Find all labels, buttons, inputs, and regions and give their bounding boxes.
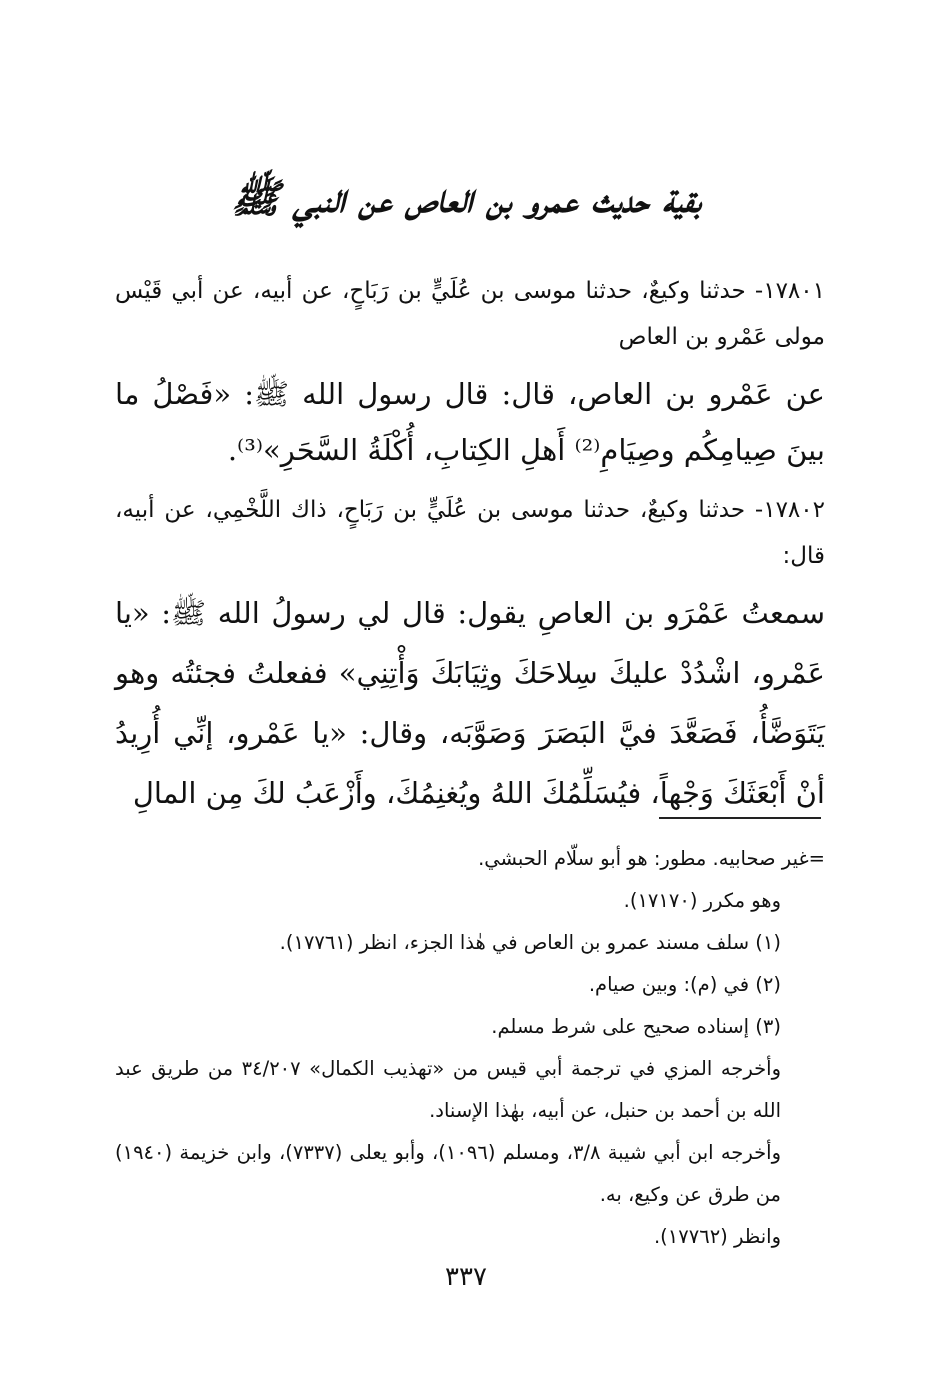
hadith-17802-text: سمعتُ عَمْرَو بن العاصِ يقول: قال لي رسولُ الله ﷺ: «يا عَمْرو، اشْدُدْ عليكَ سِلاحَكَ وثِيَابَكَ وَأْتِنِي» ففعلتُ فجئتُه وهو يَتَوَضَّأُ، فَصَعَّدَ فيَّ البَصَرَ وَصَوَّبَه، وقال: «يا عَمْرو، إنِّي أُرِيدُ أنْ أَبْعَثَكَ وَجْهاً، فيُسَلِّمُكَ اللهُ ويُغنِمُكَ، وأَزْعَبُ لكَ مِن المالِ [115,596,825,810]
footnote-separator [659,817,821,819]
footnote-paragraph-2: وأخرجه ابن أبي شيبة ٣/٨، ومسلم (١٠٩٦)، وأبو يعلى (٧٣٣٧)، وابن خزيمة (١٩٤٠) من طرق عن وكيع، به. [115,1141,781,1206]
hadith-17801-chain: ١٧٨٠١- حدثنا وكيعٌ، حدثنا موسى بن عُلَيٍّ بن رَبَاحٍ، عن أبيه، عن أبي قَيْس مولى عَمْرو بن العاص [115,278,825,350]
page-number: ٣٣٧ [445,1262,487,1292]
hadith-17802-chain: ١٧٨٠٢- حدثنا وكيعٌ، حدثنا موسى بن عُلَيٍّ بن رَبَاحٍ، ذاك اللَّخْمِي، عن أبيه، قال: [115,497,825,569]
footnote-2: (٢) في (م): وبين صيام. [588,973,781,996]
footnote-continuation: =غير صحابيه. مطور: هو أبو سلّام الحبشي. [478,847,825,870]
hadith-17801-text: عن عَمْرو بن العاص، قال: قال رسول الله ﷺ: «فَصْلُ ما بينَ صِيامِكُم وصِيَامِ⁽²⁾ أَهلِ الكِتابِ، أُكْلَةُ السَّحَرِ»⁽³⁾. [115,377,825,467]
footnote-paragraph-1: وأخرجه المزي في ترجمة أبي قيس من «تهذيب الكمال» ٣٤/٢٠٧ من طريق عبد الله بن أحمد بن حنبل، عن أبيه، بهٰذا الإسناد. [115,1057,781,1122]
footnote-1: (١) سلف مسند عمرو بن العاص في هٰذا الجزء، انظر (١٧٧٦١). [279,931,781,954]
footnote-repeat-note: وهو مكرر (١٧١٧٠). [623,889,781,912]
footnote-see-also: وانظر (١٧٧٦٢). [653,1225,781,1248]
footnotes [115,838,825,1258]
page-title: بقية حديث عمرو بن العاص عن النبي ﷺ [231,175,701,222]
footnote-3: (٣) إسناده صحيح على شرط مسلم. [491,1015,781,1038]
